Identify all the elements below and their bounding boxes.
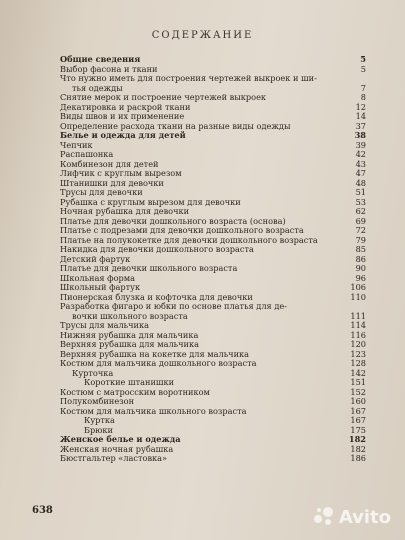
toc-entry-title: Школьная форма: [60, 272, 135, 283]
toc-entry-page: 72: [355, 225, 366, 235]
toc-entry-page: 152: [350, 386, 366, 397]
toc-entry-title: Виды швов и их применение: [60, 111, 185, 121]
toc-entry-title: Белье и одежда для детей: [60, 130, 186, 140]
toc-entry-page: 7: [360, 82, 366, 93]
toc-entry-page: 38: [354, 130, 366, 140]
toc-entry-page: 186: [350, 453, 366, 463]
toc-entry-page: 39: [355, 139, 366, 150]
toc-entry-title: Женское белье и одежда: [60, 434, 181, 444]
toc-entry-page: 53: [355, 196, 366, 207]
toc-entry-page: 47: [355, 168, 366, 178]
toc-entry-title: Снятие мерок и построение чертежей выкроек: [60, 92, 267, 102]
toc-entry-title: Короткие штанишки: [84, 377, 175, 387]
page-number: 638: [32, 505, 53, 516]
toc-entry-page: 51: [355, 187, 366, 197]
toc-entry-title: Школьный фартук: [60, 282, 141, 292]
toc-entry-page: 43: [355, 158, 366, 169]
toc-entry-title: вочки школьного возраста: [72, 310, 188, 321]
toc-entry-title: Нижняя рубашка для мальчика: [60, 329, 199, 340]
toc-entry-page: 142: [350, 367, 366, 378]
toc-entry-page: 90: [355, 263, 366, 273]
toc-entry-page: 123: [350, 348, 366, 359]
toc-entry-title: Трусы для девочки: [60, 187, 143, 197]
toc-entry-title: Детский фартук: [60, 253, 131, 264]
toc-entry-title: Разработка фигаро и юбки по основе платья для де-: [60, 301, 287, 311]
toc-entry-page: 5: [360, 54, 366, 64]
toc-entry-title: Женская ночная рубашка: [60, 443, 174, 454]
toc-entry-title: Костюм с матросским воротником: [60, 386, 210, 397]
toc-entry-page: 69: [355, 215, 366, 226]
toc-entry-title: Брюки: [84, 424, 113, 435]
toc-entry-page: 111: [350, 310, 366, 321]
toc-entry-title: Общие сведения: [60, 54, 141, 64]
toc-entry-page: 14: [355, 111, 366, 121]
toc-entry-page: 175: [350, 424, 366, 435]
toc-entry-title: Комбинезон для детей: [60, 158, 159, 169]
toc-entry-title: Полукомбинезон: [60, 396, 135, 406]
toc-entry-page: 85: [355, 244, 366, 254]
toc-entry-page: 151: [350, 377, 366, 387]
toc-entry-page: 48: [355, 177, 366, 188]
page-title: СОДЕРЖАНИЕ: [151, 30, 254, 41]
avito-watermark: [313, 505, 391, 529]
toc-entry-page: 96: [355, 272, 366, 283]
toc-entry-page: 37: [355, 120, 366, 131]
avito-logo-icon: [313, 506, 335, 528]
toc-entry-page: 182: [348, 434, 366, 444]
toc-entry-page: 12: [355, 101, 366, 112]
toc-entry-title: Распашонка: [60, 149, 114, 159]
toc-entry-page: 106: [350, 282, 366, 292]
toc-entry: [60, 454, 366, 464]
toc-entry-page: 62: [355, 206, 366, 216]
toc-entry-title: Рубашка с круглым вырезом для девочки: [60, 196, 241, 207]
toc-entry-title: Накидка для девочки дошкольного возраста: [60, 244, 254, 254]
toc-entry: [60, 131, 366, 141]
toc-entry-title: Что нужно иметь для построения чертежей выкроек и ши-: [60, 73, 317, 83]
toc-entry-page: 128: [350, 358, 366, 368]
toc-entry-title: Лифчик с круглым вырезом: [60, 168, 182, 178]
toc-entry-page: 116: [350, 329, 366, 340]
toc-entry-title: Чепчик: [60, 139, 93, 150]
toc-entry-page: 110: [350, 291, 366, 302]
toc-entry-title: Костюм для мальчика школьного возраста: [60, 405, 247, 416]
toc-entry-title: Платье с подрезами для девочки дошкольного возраста: [60, 225, 304, 235]
avito-watermark-text: Avito: [338, 506, 391, 528]
toc-entry-title: тья одежды: [72, 82, 123, 93]
toc-entry-page: 160: [350, 396, 366, 406]
toc-entry-title: Верхняя рубашка на кокетке для мальчика: [60, 348, 250, 359]
toc-entry-title: Пионерская блузка и кофточка для девочки: [60, 291, 253, 302]
toc-entry-page: 114: [350, 320, 366, 330]
toc-entry-title: Декатировка и раскрой ткани: [60, 101, 191, 112]
toc-entry-title: Бюстгальтер «ластовка»: [60, 453, 168, 463]
toc-entry-title: Платье для девочки школьного возраста: [60, 263, 238, 273]
toc-entry-page: 79: [355, 234, 366, 245]
toc-entry-title: Верхняя рубашка для мальчика: [60, 339, 199, 349]
toc-entry-page: 167: [350, 415, 366, 425]
toc-entry-title: Определение расхода ткани на разные виды одежды: [60, 120, 291, 131]
toc-entry-page: 120: [350, 339, 366, 349]
toc-entry-title: Куртка: [84, 415, 115, 425]
toc-entry-page: 86: [355, 253, 366, 264]
toc-entry-page: 182: [350, 443, 366, 454]
toc-entry-title: Выбор фасона и ткани: [60, 63, 158, 74]
toc-entry-page: 5: [360, 63, 366, 74]
toc-entry-page: 167: [350, 405, 366, 416]
toc-entry-title: Ночная рубашка для девочки: [60, 206, 190, 216]
toc-entry-page: 8: [360, 92, 366, 102]
toc-entry-page: 42: [355, 149, 366, 159]
toc-entry-title: Платье на полукокетке для девочки дошкольного возраста: [60, 234, 318, 245]
toc-entry-title: Трусы для мальчика: [60, 320, 150, 330]
table-of-contents: [60, 55, 366, 464]
toc-entry-title: Штанишки для девочки: [60, 177, 164, 188]
toc-entry-title: Костюм для мальчика дошкольного возраста: [60, 358, 257, 368]
toc-entry-title: Платье для девочки дошкольного возраста (основа): [60, 215, 286, 226]
toc-entry-title: Курточка: [72, 367, 114, 378]
